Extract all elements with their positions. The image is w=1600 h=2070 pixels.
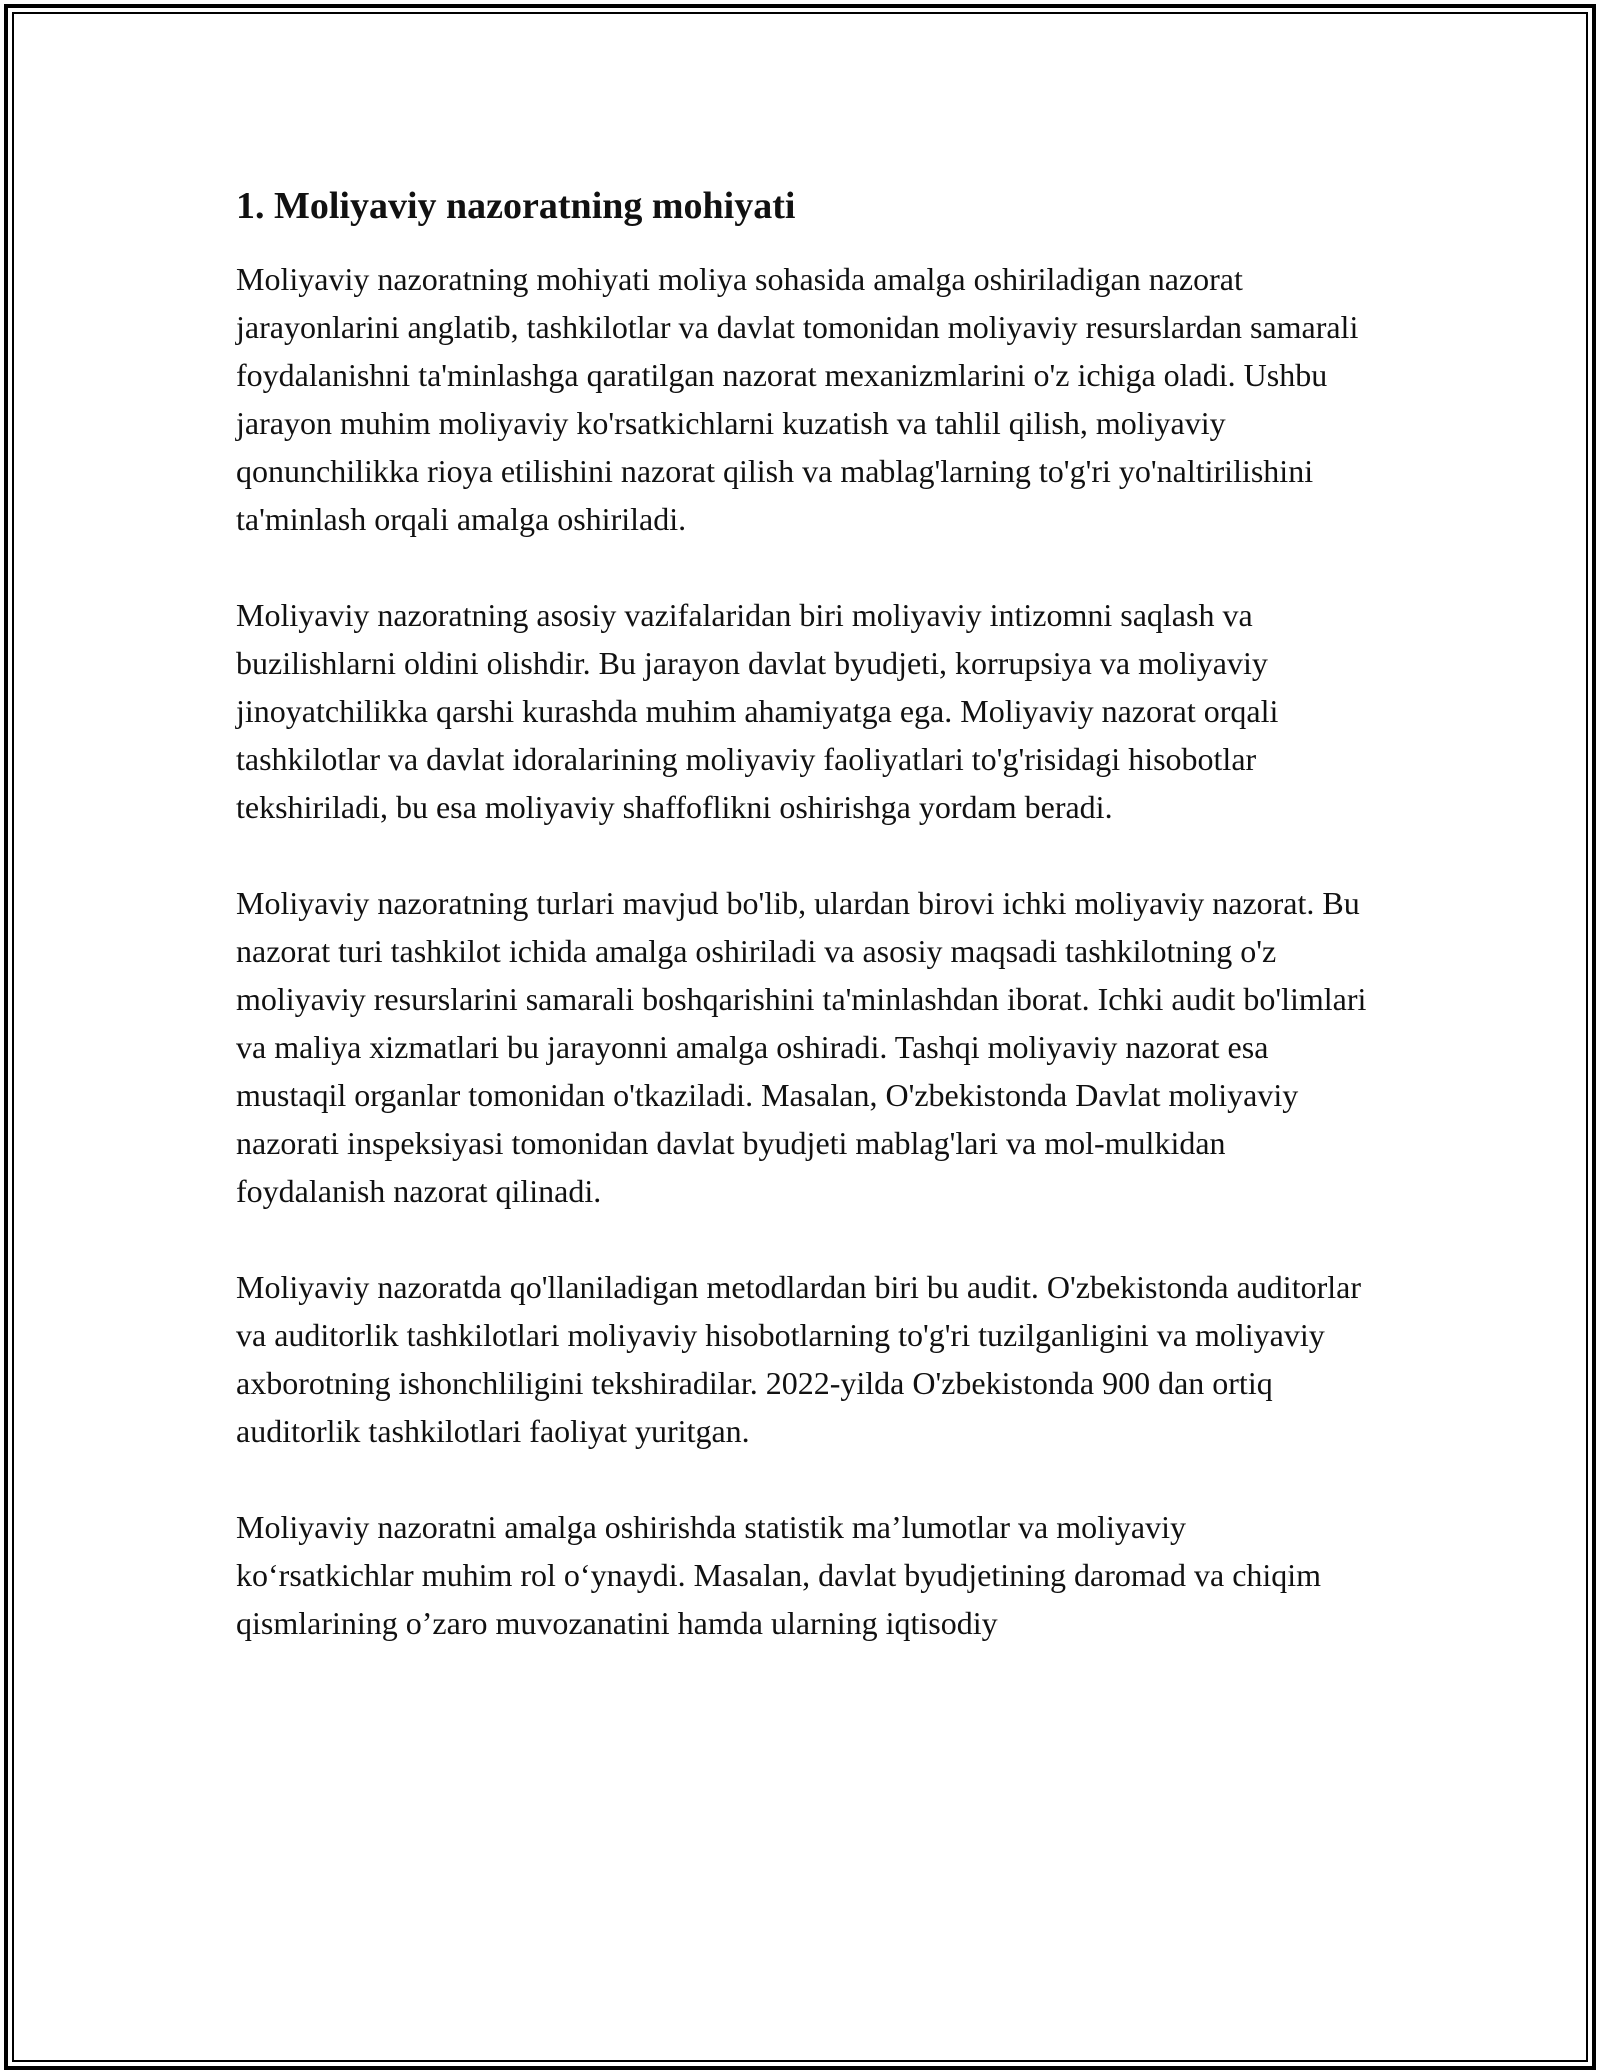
paragraph-1: Moliyaviy nazoratning mohiyati moliya sohasida amalga oshiriladigan nazorat jarayonlarini anglatib, tashkilotlar va davlat tomonidan moliyaviy resurslardan samarali foydalanishni ta'minlashga qaratilgan nazorat mexanizmlarini o'z ichiga oladi. Ushbu jarayon muhim moliyaviy ko'rsatkichlarni kuzatish va tahlil qilish, moliyaviy qonunchilikka rioya etilishini nazorat qilish va mablag'larning to'g'ri yo'naltirilishini ta'minlash orqali amalga oshiriladi. [236, 261, 1359, 538]
document-body [236, 182, 1368, 1695]
paragraph-3: Moliyaviy nazoratning turlari mavjud bo'lib, ulardan birovi ichki moliyaviy nazorat. Bu nazorat turi tashkilot ichida amalga oshiriladi va asosiy maqsadi tashkilotning o'z moliyaviy resurslarini samarali boshqarishini ta'minlashdan iborat. Ichki audit bo'limlari va maliya xizmatlari bu jarayonni amalga oshiradi. Tashqi moliyaviy nazorat esa mustaqil organlar tomonidan o'tkaziladi. Masalan, O'zbekistonda Davlat moliyaviy nazorati inspeksiyasi tomonidan davlat byudjeti mablag'lari va mol-mulkidan foydalanish nazorat qilinadi. [236, 885, 1367, 1210]
paragraph-2: Moliyaviy nazoratning asosiy vazifalaridan biri moliyaviy intizomni saqlash va buzilishlarni oldini olishdir. Bu jarayon davlat byudjeti, korrupsiya va moliyaviy jinoyatchilikka qarshi kurashda muhim ahamiyatga ega. Moliyaviy nazorat orqali tashkilotlar va davlat idoralarining moliyaviy faoliyatlari to'g'risidagi hisobotlar tekshiriladi, bu esa moliyaviy shaffoflikni oshirishga yordam beradi. [236, 597, 1279, 826]
section-title: 1. Moliyaviy nazoratning mohiyati [236, 185, 796, 227]
paragraph-4: Moliyaviy nazoratda qo'llaniladigan metodlardan biri bu audit. O'zbekistonda auditorlar va auditorlik tashkilotlari moliyaviy hisobotlarning to'g'ri tuzilganligini va moliyaviy axborotning ishonchliligini tekshiradilar. 2022-yilda O'zbekistonda 900 dan ortiq auditorlik tashkilotlari faoliyat yuritgan. [236, 1269, 1361, 1450]
paragraph-5: Moliyaviy nazoratni amalga oshirishda statistik ma’lumotlar va moliyaviy ko‘rsatkichlar muhim rol o‘ynaydi. Masalan, davlat byudjetining daromad va chiqim qismlarining o’zaro muvozanatini hamda ularning iqtisodiy [236, 1509, 1322, 1642]
